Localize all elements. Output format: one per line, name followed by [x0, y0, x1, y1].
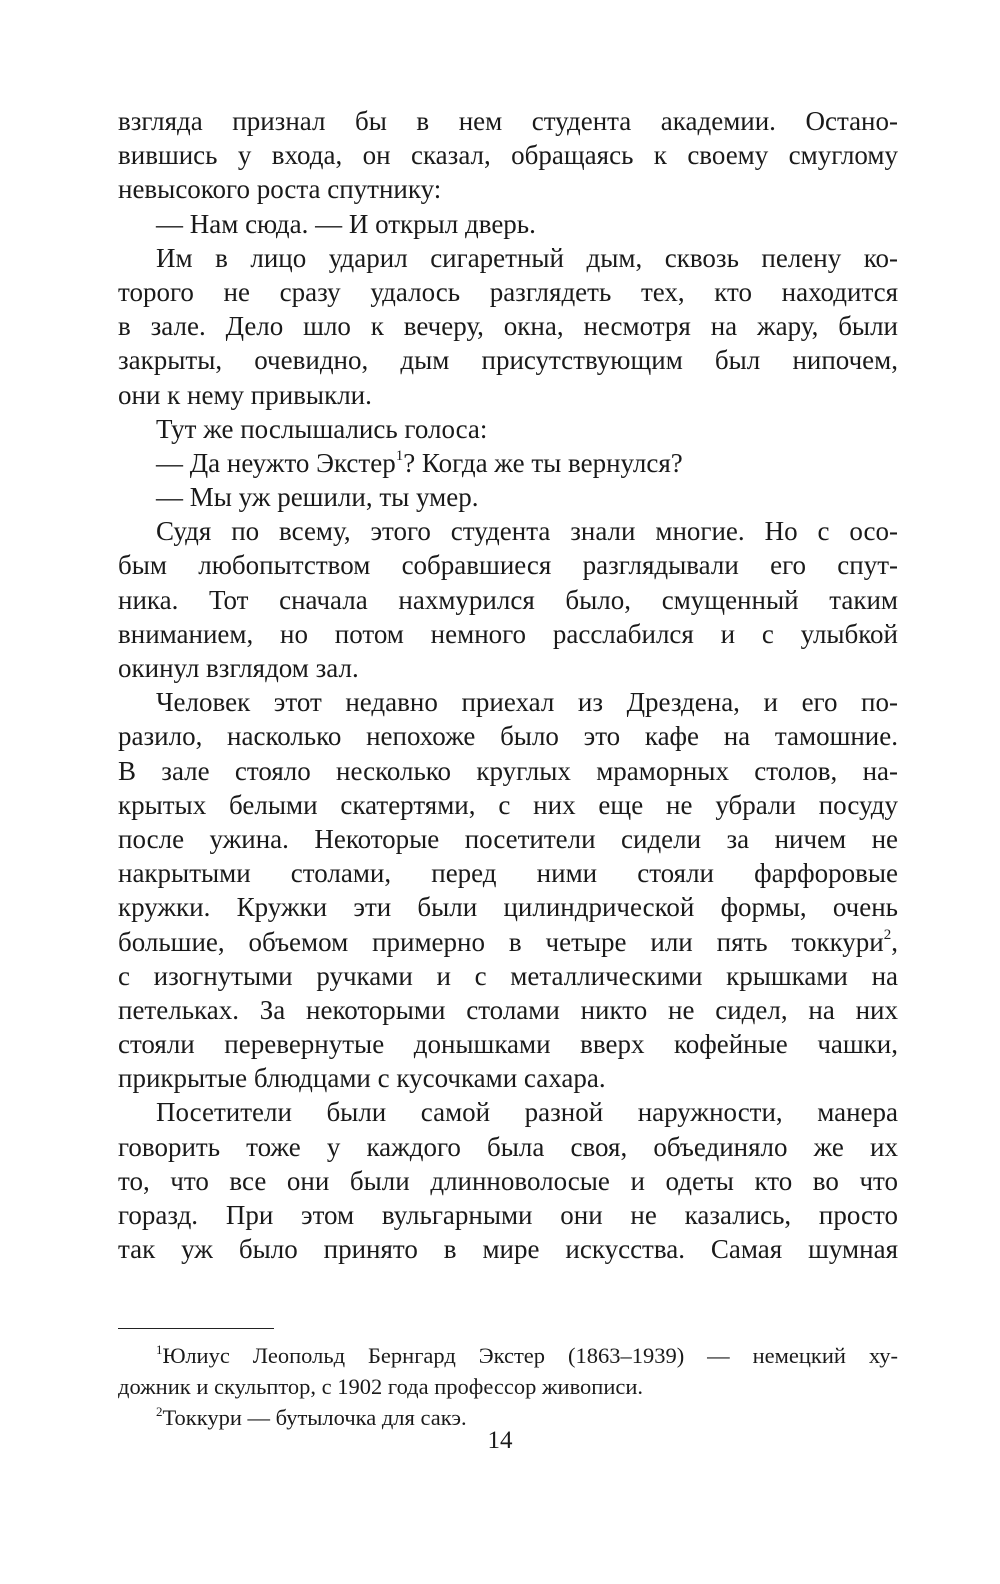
line-text: вниманием, но потом немного расслабился и с улыбкой: [118, 618, 898, 649]
text-line: [118, 1198, 898, 1232]
line-text: горазд. При этом вульгарными они не казались, просто: [118, 1200, 898, 1230]
line-text: с изогнутыми ручками и с металлическими крышками на: [118, 960, 898, 991]
line-text: разило, насколько непохоже было это кафе на тамошние.: [118, 721, 898, 752]
text-line: [118, 343, 898, 377]
line-text: Судя по всему, этого студента знали многие. Но с осо-: [156, 516, 898, 547]
line-text: после ужина. Некоторые посетители сидели за ничем не: [118, 823, 898, 854]
footnote-number: 2: [156, 1404, 163, 1419]
line-text: ника. Тот сначала нахмурился было, смущенный таким: [118, 584, 898, 615]
line-text: кружки. Кружки эти были цилиндрической формы, очень: [118, 892, 898, 923]
line-text: — Да неужто Экстер: [156, 447, 396, 478]
text-line: [118, 1232, 898, 1266]
text-line: [118, 138, 898, 172]
footnote-divider: [118, 1328, 274, 1329]
text-line: [118, 207, 898, 241]
text-line: [118, 309, 898, 343]
line-text: то, что все они были длинноволосые и одеты кто во что: [118, 1165, 898, 1196]
footnote-ref: 1: [395, 447, 404, 464]
text-line: [118, 1130, 898, 1164]
line-text: крытых белыми скатертями, с них еще не убрали посуду: [118, 789, 898, 820]
text-line: [118, 719, 898, 753]
body-text: [118, 104, 898, 1266]
text-line: [118, 104, 898, 138]
text-line: [118, 1095, 898, 1129]
text-line: [118, 412, 898, 446]
text-line: [118, 480, 898, 514]
line-text-after-ref: ? Когда же ты вернулся?: [403, 447, 683, 478]
text-line: [118, 685, 898, 719]
text-line: [118, 548, 898, 582]
text-line: [118, 890, 898, 924]
line-text-after-ref: ,: [891, 926, 898, 957]
line-text: говорить тоже у каждого была своя, объединяло же их: [118, 1131, 898, 1162]
line-text: окинул взглядом зал.: [118, 653, 359, 683]
footnotes: [118, 1340, 898, 1433]
text-line: [118, 1164, 898, 1198]
line-text: закрыты, очевидно, дым присутствующим был нипочем,: [118, 345, 898, 376]
text-line: [118, 822, 898, 856]
text-line: [118, 275, 898, 309]
text-line: [118, 788, 898, 822]
footnote-ref: 2: [883, 926, 892, 943]
text-line: [118, 993, 898, 1027]
text-line: [118, 925, 898, 959]
text-line: [118, 959, 898, 993]
line-text: Тут же послышались голоса:: [156, 413, 488, 444]
line-text: в зале. Дело шло к вечеру, окна, несмотря на жару, были: [118, 311, 898, 342]
line-text: взгляда признал бы в нем студента академии. Остано-: [118, 106, 898, 136]
footnote-number: 1: [156, 1342, 163, 1357]
text-line: [118, 754, 898, 788]
text-line: [118, 1027, 898, 1061]
line-text: прикрытые блюдцами с кусочками сахара.: [118, 1063, 606, 1094]
line-text: Токкури — бутылочка для сакэ.: [162, 1405, 467, 1430]
text-line: [118, 241, 898, 275]
line-text: накрытыми столами, перед ними стояли фарфоровые: [118, 858, 898, 889]
line-text: они к нему привыкли.: [118, 379, 372, 410]
text-line: [118, 446, 898, 480]
page-number: 14: [487, 1427, 513, 1454]
line-text: стояли перевернутые донышками вверх кофейные чашки,: [118, 1029, 898, 1060]
line-text: Посетители были самой разной наружности, манера: [156, 1097, 898, 1128]
line-text: — Нам сюда. — И открыл дверь.: [156, 208, 536, 239]
line-text: петельках. За некоторыми столами никто не сидел, на них: [118, 994, 898, 1025]
line-text: так уж было принято в мире искусства. Самая шумная: [118, 1234, 898, 1265]
line-text: Юлиус Леопольд Бернгард Экстер (1863–1939) — немецкий ху-: [162, 1343, 898, 1368]
line-text: бым любопытством собравшиеся разглядывали его спут-: [118, 550, 898, 581]
text-line: [118, 1061, 898, 1095]
line-text: большие, объемом примерно в четыре или пять токкури: [118, 926, 884, 957]
line-text: торого не сразу удалось разглядеть тех, кто находится: [118, 276, 898, 307]
text-line: [118, 651, 898, 685]
line-text: — Мы уж решили, ты умер.: [156, 482, 479, 513]
line-text: Человек этот недавно приехал из Дрездена, и его по-: [156, 687, 898, 718]
footnote-line: [118, 1371, 898, 1402]
text-line: [118, 617, 898, 651]
line-text: В зале стояло несколько круглых мраморных столов, на-: [118, 755, 898, 786]
text-line: [118, 856, 898, 890]
text-line: [118, 583, 898, 617]
text-line: [118, 378, 898, 412]
line-text: Им в лицо ударил сигаретный дым, сквозь пелену ко-: [156, 242, 898, 273]
line-text: невысокого роста спутнику:: [118, 174, 442, 205]
text-line: [118, 514, 898, 548]
text-line: [118, 172, 898, 206]
line-text: дожник и скульптор, с 1902 года профессор живописи.: [118, 1374, 644, 1399]
footnote-line: [118, 1340, 898, 1371]
line-text: вившись у входа, он сказал, обращаясь к своему смуглому: [118, 140, 898, 171]
